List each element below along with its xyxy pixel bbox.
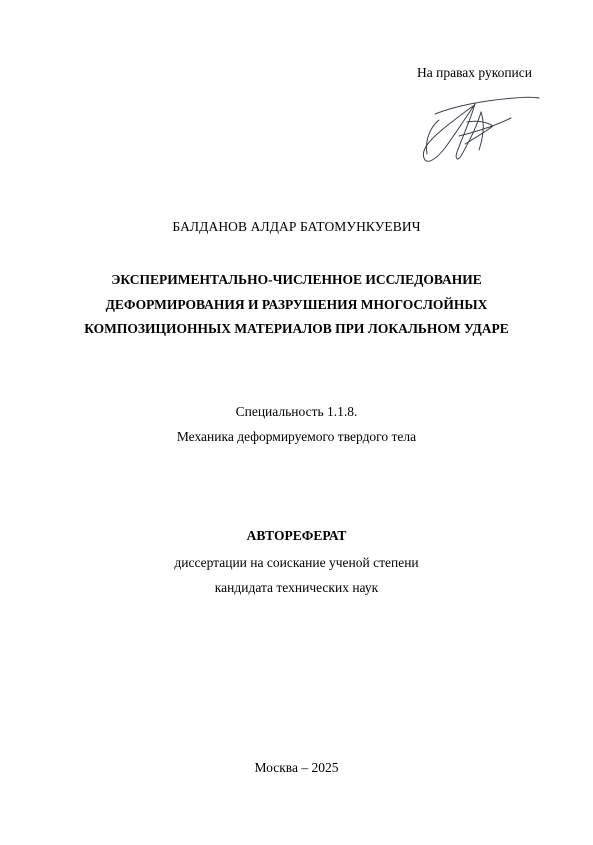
degree-line-1: диссертации на соискание ученой степени — [174, 555, 419, 570]
degree-line-2: кандидата технических наук — [214, 579, 379, 595]
handwritten-signature-icon — [415, 92, 540, 166]
title-line-3: КОМПОЗИЦИОННЫХ МАТЕРИАЛОВ ПРИ ЛОКАЛЬНОМ УДАРЕ — [84, 321, 509, 336]
rights-note: На правах рукописи — [416, 65, 532, 80]
specialty-block — [0, 400, 593, 449]
work-type-heading: АВТОРЕФЕРАТ — [246, 528, 347, 543]
degree-block — [0, 551, 593, 600]
title-line-1: ЭКСПЕРИМЕНТАЛЬНО-ЧИСЛЕННОЕ ИССЛЕДОВАНИЕ — [111, 272, 482, 287]
specialty-code: Специальность 1.1.8. — [235, 404, 358, 419]
author-name: БАЛДАНОВ АЛДАР БАТОМУНКУЕВИЧ — [172, 219, 421, 234]
specialty-name: Механика деформируемого твердого тела — [176, 428, 417, 444]
dissertation-title — [0, 268, 593, 342]
place-year: Москва – 2025 — [254, 760, 339, 775]
title-line-2: ДЕФОРМИРОВАНИЯ И РАЗРУШЕНИЯ МНОГОСЛОЙНЫХ — [105, 296, 488, 312]
